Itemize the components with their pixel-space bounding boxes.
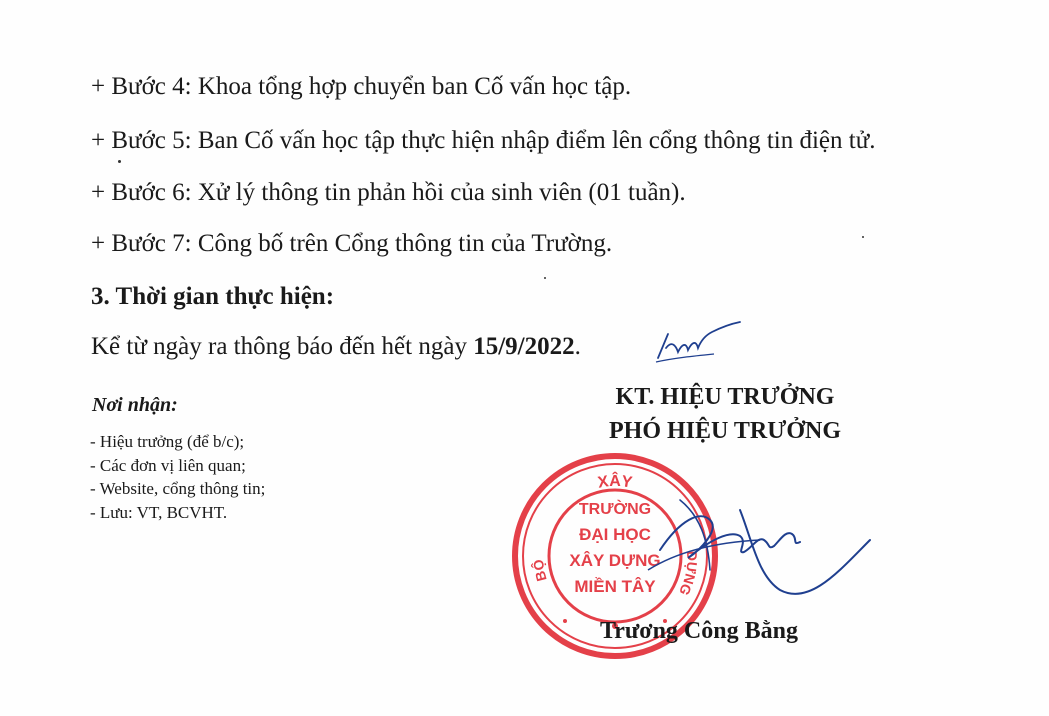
section-heading: 3. Thời gian thực hiện:	[91, 283, 335, 310]
signature-title-1: KT. HIỆU TRƯỞNG	[615, 384, 835, 410]
svg-text:XÂY	[597, 471, 634, 492]
seal-line-1: TRƯỜNG	[578, 501, 652, 518]
scan-speck	[862, 236, 864, 238]
period-end: .	[574, 333, 581, 360]
period-line	[91, 332, 581, 362]
step-7: + Bước 7: Công bố trên Cổng thông tin của Trường.	[91, 230, 613, 257]
recipient-item: - Lưu: VT, BCVHT.	[90, 502, 228, 522]
seal-ring-left: BỘ	[530, 558, 550, 584]
seal-line-4: MIỀN TÂY	[574, 577, 656, 596]
signer-name: Trương Công Bằng	[600, 618, 798, 644]
recipients-list	[90, 430, 265, 524]
recipient-item: - Hiệu trưởng (để b/c);	[90, 432, 245, 451]
signature-title-2: PHÓ HIỆU TRƯỞNG	[608, 418, 842, 444]
step-5: + Bước 5: Ban Cố vấn học tập thực hiện nhập điểm lên cổng thông tin điện tử.	[91, 127, 876, 154]
period-text: Kể từ ngày ra thông báo đến hết ngày	[91, 333, 474, 360]
step-4: + Bước 4: Khoa tổng hợp chuyển ban Cố vấn học tập.	[91, 73, 632, 100]
seal-ring-top: XÂY	[596, 473, 634, 492]
seal-line-3: XÂY DỰNG	[569, 551, 661, 570]
step-6: + Bước 6: Xử lý thông tin phản hồi của sinh viên (01 tuần).	[91, 179, 686, 206]
recipient-item: - Các đơn vị liên quan;	[90, 455, 246, 475]
recipient-item: - Website, cổng thông tin;	[90, 479, 266, 498]
deadline-date: 15/9/2022	[473, 333, 575, 360]
recipients-title: Nơi nhận:	[92, 394, 178, 416]
svg-text:BỘ	[529, 559, 550, 583]
initials-handwriting	[654, 318, 744, 364]
scan-speck	[544, 277, 546, 279]
scan-speck	[118, 160, 121, 163]
signature-handwriting	[640, 480, 890, 610]
seal-ring-right: DỰNG	[676, 550, 701, 598]
seal-line-2: ĐẠI HỌC	[579, 525, 651, 544]
